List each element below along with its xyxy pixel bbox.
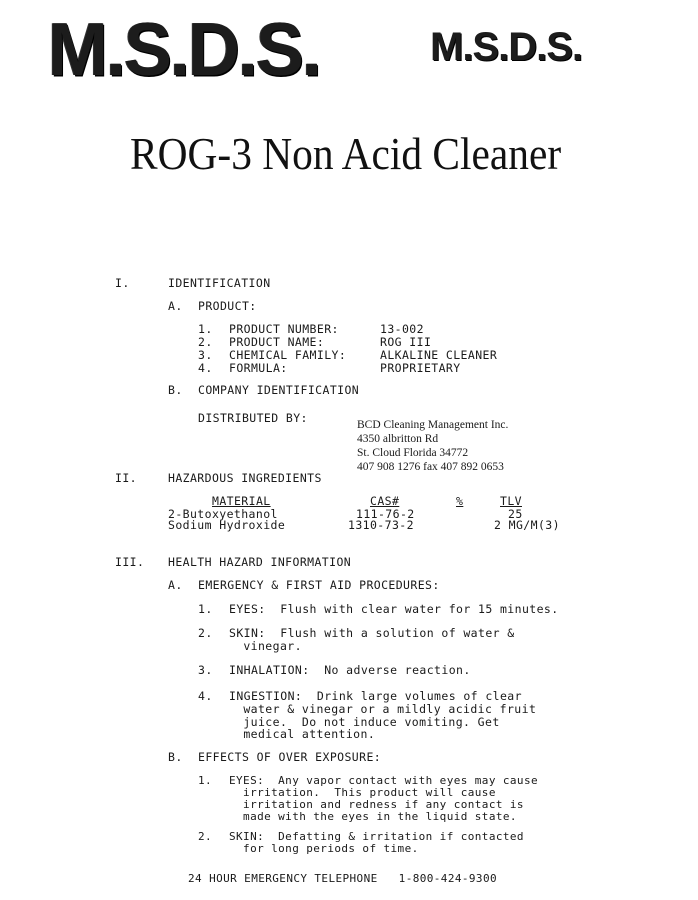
section-1-sub-b-letter: B. (168, 383, 183, 397)
company-city: St. Cloud Florida 34772 (357, 447, 469, 459)
section-3-sub-a-label: EMERGENCY & FIRST AID PROCEDURES: (198, 578, 440, 592)
section-1-sub-a-letter: A. (168, 299, 183, 313)
ingredient-material: 2-Butoxyethanol (168, 507, 278, 521)
product-row-value: ALKALINE CLEANER (380, 348, 498, 362)
product-row-value: PROPRIETARY (380, 361, 461, 375)
distributed-by-label: DISTRIBUTED BY: (198, 411, 308, 425)
section-2-numeral: II. (115, 471, 137, 485)
effects-num: 2. (198, 830, 213, 843)
effects-line: irritation. This product will cause (229, 786, 496, 799)
company-street: 4350 albritton Rd (357, 433, 439, 445)
first-aid-num: 2. (198, 626, 213, 640)
section-3-sub-b-label: EFFECTS OF OVER EXPOSURE: (198, 750, 382, 764)
ingredient-cas: 111-76-2 (356, 507, 415, 521)
first-aid-num: 3. (198, 663, 213, 677)
section-1-numeral: I. (115, 276, 130, 290)
section-3-heading: HEALTH HAZARD INFORMATION (168, 555, 352, 569)
effects-num: 1. (198, 774, 213, 787)
product-row-num: 1. (198, 322, 213, 336)
section-1-sub-b-label: COMPANY IDENTIFICATION (198, 383, 360, 397)
effects-line: made with the eyes in the liquid state. (229, 810, 517, 823)
company-name: BCD Cleaning Management Inc. (357, 419, 509, 431)
product-row-value: 13-002 (380, 322, 424, 336)
first-aid-num: 4. (198, 689, 213, 703)
product-row-label: CHEMICAL FAMILY: (229, 348, 347, 362)
product-row-num: 2. (198, 335, 213, 349)
msds-logo-small: M.S.D.S. (430, 25, 583, 69)
column-header-material: MATERIAL (212, 494, 271, 508)
first-aid-num: 1. (198, 602, 213, 616)
section-3-sub-a-letter: A. (168, 578, 183, 592)
product-row-label: FORMULA: (229, 361, 288, 375)
first-aid-line: medical attention. (236, 727, 376, 741)
column-header-cas: CAS# (370, 494, 400, 508)
column-header-percent: % (456, 494, 464, 508)
ingredient-material: Sodium Hydroxide (168, 518, 286, 532)
first-aid-line: water & vinegar or a mildly acidic fruit (236, 702, 537, 716)
effects-line: EYES: Any vapor contact with eyes may cause (229, 774, 538, 787)
first-aid-line: EYES: Flush with clear water for 15 minutes. (229, 602, 559, 616)
section-1-heading: IDENTIFICATION (168, 276, 271, 290)
first-aid-line: INGESTION: Drink large volumes of clear (229, 689, 522, 703)
ingredient-tlv: 2 MG/M(3) (494, 518, 560, 532)
product-row-label: PRODUCT NUMBER: (229, 322, 339, 336)
first-aid-line: SKIN: Flush with a solution of water & (229, 626, 515, 640)
effects-line: SKIN: Defatting & irritation if contacted (229, 830, 524, 843)
section-3-numeral: III. (115, 555, 145, 569)
first-aid-line: juice. Do not induce vomiting. Get (236, 715, 500, 729)
product-row-num: 4. (198, 361, 213, 375)
first-aid-line: vinegar. (236, 639, 302, 653)
section-2-heading: HAZARDOUS INGREDIENTS (168, 471, 322, 485)
document-title: ROG-3 Non Acid Cleaner (130, 128, 562, 179)
ingredient-tlv: 25 (508, 507, 523, 521)
product-row-label: PRODUCT NAME: (229, 335, 325, 349)
section-3-sub-b-letter: B. (168, 750, 183, 764)
product-row-value: ROG III (380, 335, 432, 349)
section-1-sub-a-label: PRODUCT: (198, 299, 257, 313)
company-phone: 407 908 1276 fax 407 892 0653 (357, 461, 504, 473)
column-header-tlv: TLV (500, 494, 522, 508)
first-aid-line: INHALATION: No adverse reaction. (229, 663, 471, 677)
ingredient-cas: 1310-73-2 (348, 518, 414, 532)
emergency-telephone: 24 HOUR EMERGENCY TELEPHONE 1-800-424-9300 (188, 872, 497, 885)
effects-line: for long periods of time. (229, 842, 419, 855)
product-row-num: 3. (198, 348, 213, 362)
effects-line: irritation and redness if any contact is (229, 798, 524, 811)
msds-logo-large: M.S.D.S. (48, 8, 321, 92)
